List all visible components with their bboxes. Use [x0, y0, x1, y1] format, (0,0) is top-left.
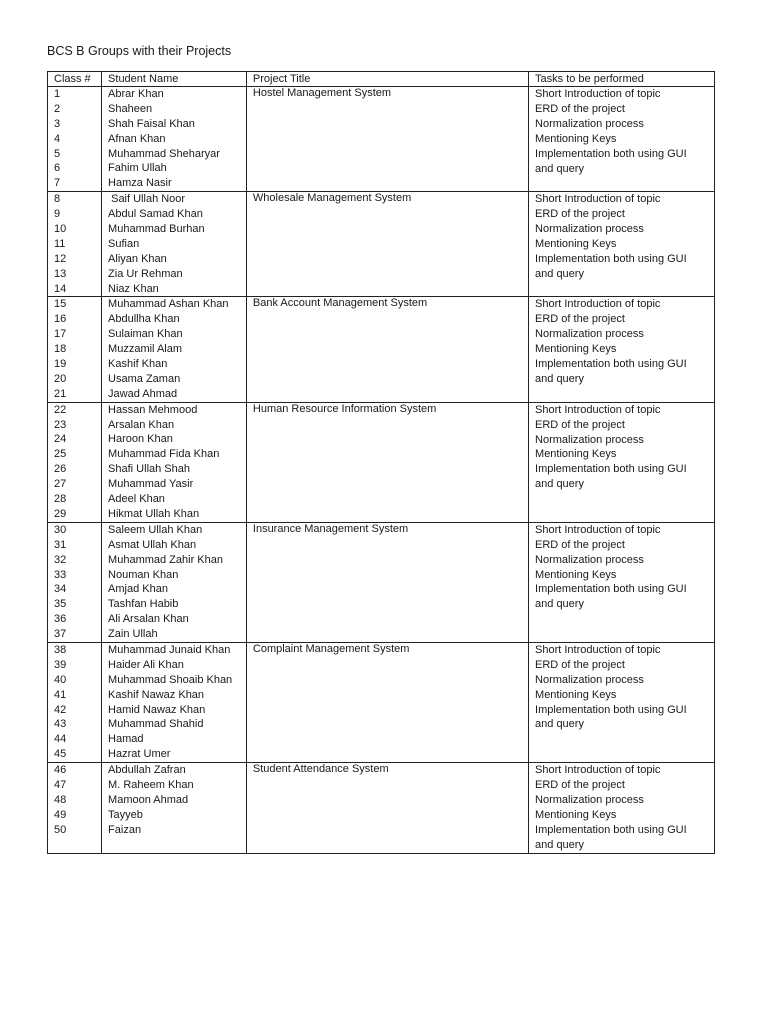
tasks-cell [529, 192, 715, 297]
student-name: Afnan Khan [108, 132, 166, 145]
student-names-cell [102, 642, 247, 762]
header-tasks: Tasks to be performed [529, 72, 715, 87]
task-item: Mentioning Keys [535, 808, 617, 821]
task-item: Short Introduction of topic [535, 193, 661, 206]
student-name: Nouman Khan [108, 568, 179, 581]
class-number: 15 [54, 298, 67, 311]
task-item: Implementation both using GUI and query [535, 703, 687, 731]
project-title: Wholesale Management System [252, 192, 412, 205]
class-number: 36 [54, 613, 67, 626]
student-name: Muhammad Fida Khan [108, 448, 220, 461]
class-number: 16 [54, 313, 67, 326]
task-item: ERD of the project [535, 418, 625, 431]
class-number: 44 [54, 733, 67, 746]
task-item: Implementation both using GUI and query [535, 823, 687, 851]
student-name: Saif Ullah Noor [108, 193, 186, 206]
tasks-cell [529, 522, 715, 642]
class-number: 9 [54, 208, 61, 221]
task-item: Short Introduction of topic [535, 764, 661, 777]
task-item: Normalization process [535, 223, 644, 236]
class-number: 24 [54, 433, 67, 446]
task-item: Normalization process [535, 673, 644, 686]
project-title-cell [246, 522, 528, 642]
class-number: 22 [54, 403, 67, 416]
class-number: 10 [54, 223, 67, 236]
student-name: Hazrat Umer [108, 748, 171, 761]
project-title-cell [246, 87, 528, 192]
task-item: Implementation both using GUI and query [535, 583, 687, 611]
class-number: 49 [54, 808, 67, 821]
task-item: Short Introduction of topic [535, 643, 661, 656]
task-item: Implementation both using GUI and query [535, 252, 687, 280]
task-item: Mentioning Keys [535, 448, 617, 461]
class-number-cell [48, 402, 102, 522]
class-number: 12 [54, 252, 67, 265]
student-name: Hamid Nawaz Khan [108, 703, 206, 716]
class-number: 43 [54, 718, 67, 731]
class-number: 47 [54, 778, 67, 791]
student-name: Hamad [108, 733, 144, 746]
project-title-cell [246, 297, 528, 402]
group-row [48, 87, 715, 192]
project-title-cell [246, 763, 528, 853]
student-name: Saleem Ullah Khan [108, 523, 203, 536]
class-number: 14 [54, 282, 67, 295]
project-title: Bank Account Management System [252, 297, 428, 310]
tasks-cell [529, 297, 715, 402]
project-title: Hostel Management System [252, 87, 392, 99]
class-number: 48 [54, 793, 67, 806]
student-name: Niaz Khan [108, 282, 159, 295]
student-name: Abdullah Zafran [108, 764, 186, 777]
class-number: 17 [54, 328, 67, 341]
class-number: 20 [54, 372, 67, 385]
task-item: Normalization process [535, 553, 644, 566]
task-item: Mentioning Keys [535, 568, 617, 581]
student-name: Muhammad Shoaib Khan [108, 673, 233, 686]
class-number: 26 [54, 463, 67, 476]
student-name: Hassan Mehmood [108, 403, 198, 416]
class-number: 38 [54, 643, 67, 656]
class-number: 32 [54, 553, 67, 566]
class-number: 28 [54, 493, 67, 506]
task-item: Implementation both using GUI and query [535, 358, 687, 385]
project-title: Complaint Management System [252, 642, 410, 655]
student-name: Shaheen [108, 102, 153, 115]
task-item: ERD of the project [535, 658, 625, 671]
project-title: Human Resource Information System [252, 402, 437, 415]
task-item: Short Introduction of topic [535, 523, 661, 536]
class-number: 27 [54, 478, 67, 491]
class-number: 30 [54, 523, 67, 536]
table-header-row [48, 72, 715, 87]
student-name: Ali Arsalan Khan [108, 613, 189, 626]
group-row [48, 642, 715, 762]
class-number-cell [48, 87, 102, 192]
group-row [48, 402, 715, 522]
task-item: Normalization process [535, 328, 644, 341]
class-number: 6 [54, 162, 61, 175]
task-item: Normalization process [535, 117, 644, 130]
task-item: Short Introduction of topic [535, 298, 661, 311]
class-number: 37 [54, 628, 67, 641]
student-names-cell [102, 297, 247, 402]
student-name: M. Raheem Khan [108, 778, 194, 791]
student-name: Zia Ur Rehman [108, 267, 183, 280]
class-number: 18 [54, 343, 67, 356]
class-number: 1 [54, 88, 61, 100]
class-number: 25 [54, 448, 67, 461]
student-name: Kashif Nawaz Khan [108, 688, 205, 701]
student-name: Tayyeb [108, 808, 143, 821]
task-item: Mentioning Keys [535, 237, 617, 250]
class-number-cell [48, 192, 102, 297]
student-name: Abdullha Khan [108, 313, 180, 326]
student-name: Fahim Ullah [108, 162, 167, 175]
class-number: 11 [54, 237, 66, 250]
student-name: Arsalan Khan [108, 418, 175, 431]
student-name: Tashfan Habib [108, 598, 179, 611]
class-number: 29 [54, 507, 67, 520]
task-item: ERD of the project [535, 313, 625, 326]
class-number-cell [48, 297, 102, 402]
student-name: Muhammad Shahid [108, 718, 204, 731]
student-name: Jawad Ahmad [108, 387, 178, 400]
class-number: 4 [54, 132, 61, 145]
class-number: 23 [54, 418, 67, 431]
table-body [48, 87, 715, 854]
student-names-cell [102, 87, 247, 192]
document-title: BCS B Groups with their Projects [47, 44, 232, 58]
class-number: 2 [54, 102, 61, 115]
project-title-cell [246, 192, 528, 297]
class-number: 31 [54, 538, 67, 551]
class-number-cell [48, 642, 102, 762]
tasks-cell [529, 402, 715, 522]
header-project-title: Project Title [246, 72, 528, 87]
student-name: Sulaiman Khan [108, 328, 183, 341]
class-number: 8 [54, 193, 61, 206]
student-name: Shafi Ullah Shah [108, 463, 190, 476]
student-names-cell [102, 192, 247, 297]
task-item: Implementation both using GUI and query [535, 147, 687, 175]
project-title-cell [246, 402, 528, 522]
class-number: 33 [54, 568, 67, 581]
task-item: ERD of the project [535, 538, 625, 551]
student-name: Abrar Khan [108, 88, 164, 100]
task-item: Normalization process [535, 793, 644, 806]
student-names-cell [102, 763, 247, 853]
group-row [48, 192, 715, 297]
class-number: 41 [54, 688, 67, 701]
student-name: Adeel Khan [108, 493, 165, 506]
student-name: Amjad Khan [108, 583, 168, 596]
project-title: Student Attendance System [252, 763, 389, 776]
student-name: Faizan [108, 823, 142, 836]
student-name: Shah Faisal Khan [108, 117, 195, 130]
student-name: Aliyan Khan [108, 252, 167, 265]
project-title: Insurance Management System [252, 522, 409, 535]
class-number: 3 [54, 117, 61, 130]
student-name: Haroon Khan [108, 433, 173, 446]
task-item: Short Introduction of topic [535, 403, 661, 416]
student-name: Mamoon Ahmad [108, 793, 189, 806]
class-number: 7 [54, 177, 61, 190]
student-name: Muhammad Zahir Khan [108, 553, 223, 566]
student-name: Zain Ullah [108, 628, 158, 641]
student-name: Muhammad Junaid Khan [108, 643, 231, 656]
task-item: Implementation both using GUI and query [535, 463, 687, 491]
class-number: 45 [54, 748, 67, 761]
task-item: ERD of the project [535, 102, 625, 115]
class-number-cell [48, 763, 102, 853]
class-number: 42 [54, 703, 67, 716]
student-name: Hikmat Ullah Khan [108, 507, 200, 520]
class-number: 40 [54, 673, 67, 686]
class-number: 21 [54, 387, 67, 400]
task-item: Mentioning Keys [535, 132, 617, 145]
student-name: Kashif Khan [108, 358, 168, 371]
group-row [48, 297, 715, 402]
class-number: 34 [54, 583, 67, 596]
class-number-cell [48, 522, 102, 642]
student-name: Muhammad Sheharyar [108, 147, 220, 160]
group-row [48, 763, 715, 853]
task-item: ERD of the project [535, 208, 625, 221]
class-number: 19 [54, 358, 67, 371]
class-number: 39 [54, 658, 67, 671]
class-number: 35 [54, 598, 67, 611]
tasks-cell [529, 763, 715, 853]
task-item: Mentioning Keys [535, 343, 617, 356]
student-name: Muhammad Yasir [108, 478, 194, 491]
student-name: Usama Zaman [108, 372, 181, 385]
task-item: ERD of the project [535, 778, 625, 791]
student-name: Muhammad Ashan Khan [108, 298, 229, 311]
header-student-name: Student Name [102, 72, 247, 87]
student-name: Asmat Ullah Khan [108, 538, 197, 551]
header-class-number: Class # [48, 72, 102, 87]
task-item: Mentioning Keys [535, 688, 617, 701]
tasks-cell [529, 642, 715, 762]
task-item: Normalization process [535, 433, 644, 446]
student-names-cell [102, 522, 247, 642]
group-row [48, 522, 715, 642]
student-name: Hamza Nasir [108, 177, 172, 190]
project-title-cell [246, 642, 528, 762]
tasks-cell [529, 87, 715, 192]
class-number: 13 [54, 267, 67, 280]
class-number: 50 [54, 823, 67, 836]
student-names-cell [102, 402, 247, 522]
class-number: 5 [54, 147, 61, 160]
groups-table [47, 71, 715, 854]
student-name: Sufian [108, 237, 140, 250]
student-name: Muhammad Burhan [108, 223, 205, 236]
student-name: Abdul Samad Khan [108, 208, 203, 221]
class-number: 46 [54, 764, 67, 777]
task-item: Short Introduction of topic [535, 88, 661, 100]
student-name: Haider Ali Khan [108, 658, 184, 671]
student-name: Muzzamil Alam [108, 343, 183, 356]
